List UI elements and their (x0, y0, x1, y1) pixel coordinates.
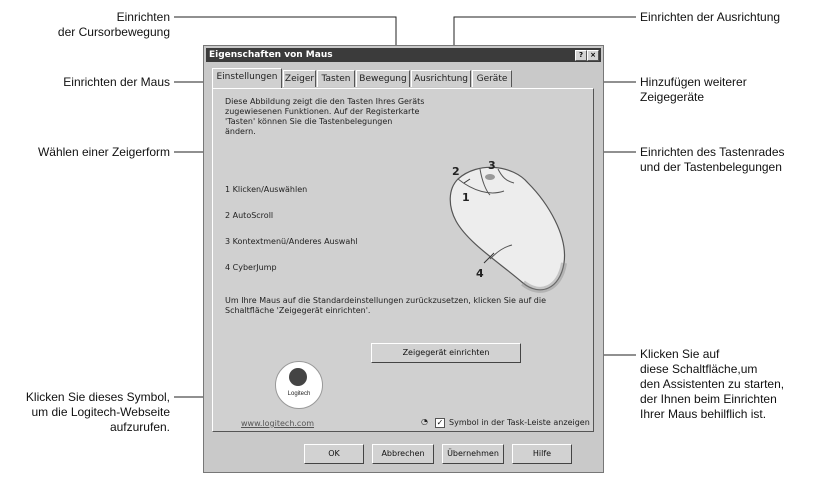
mouse-label-2: 2 (452, 165, 460, 178)
annotation-cursor: Einrichten der Cursorbewegung (57, 10, 170, 39)
help-title-button[interactable]: ? (575, 50, 587, 61)
help-button[interactable]: Hilfe (512, 444, 572, 464)
annotation-pointer: Wählen einer Zeigerform (37, 145, 170, 159)
website-link[interactable]: www.logitech.com (241, 419, 315, 428)
list-item-4: 4 CyberJump (225, 263, 277, 272)
tab-zeiger[interactable]: Zeiger (283, 70, 316, 87)
close-title-button[interactable]: × (587, 50, 599, 61)
tab-bewegung[interactable]: Bewegung (356, 70, 410, 87)
annotation-mouse: Einrichten der Maus (63, 75, 170, 89)
annotation-orientation: Einrichten der Ausrichtung (640, 10, 781, 24)
taskbar-checkbox-label: Symbol in der Task-Leiste anzeigen (449, 418, 590, 427)
logitech-logo-icon (289, 368, 307, 386)
mouse-illustration (428, 151, 578, 301)
tab-tasten[interactable]: Tasten (317, 70, 355, 87)
ok-button[interactable]: OK (304, 444, 364, 464)
settings-panel (212, 88, 594, 432)
list-item-3: 3 Kontextmenü/Anderes Auswahl (225, 237, 358, 246)
reset-instructions: Um Ihre Maus auf die Standardeinstellungen zurückzusetzen, klicken Sie auf die Schaltfläche 'Zeigegerät einrichten'. (225, 296, 547, 315)
annotation-devices: Hinzufügen weiterer Zeigegeräte (640, 75, 747, 104)
annotation-wizard: Klicken Sie auf diese Schaltfläche,um den Assistenten zu starten, der Ihnen beim Einrichten Ihrer Maus behilflich ist. (640, 347, 785, 421)
list-item-1: 1 Klicken/Auswählen (225, 185, 308, 194)
annotation-wheel: Einrichten des Tastenrades und der Tastenbelegungen (640, 145, 785, 174)
taskbar-checkbox[interactable]: ✓ (436, 418, 444, 427)
apply-button[interactable]: Übernehmen (442, 444, 504, 464)
tab-ausrichtung[interactable]: Ausrichtung (411, 70, 471, 87)
tab-geraete[interactable]: Geräte (472, 70, 512, 87)
annotation-symbol: Klicken Sie dieses Symbol, um die Logitech-Webseite aufzurufen. (25, 390, 170, 434)
setup-pointing-device-button[interactable]: Zeigegerät einrichten (371, 343, 521, 363)
mouse-label-4: 4 (476, 267, 484, 280)
cancel-button[interactable]: Abbrechen (372, 444, 434, 464)
tray-mouse-icon: ◔ (421, 417, 428, 426)
mouse-properties-dialog (203, 45, 604, 473)
title-bar (206, 48, 601, 62)
window-title: Eigenschaften von Maus (209, 50, 333, 60)
intro-text: Diese Abbildung zeigt die den Tasten Ihres Geräts zugewiesenen Funktionen. Auf der Registerkarte 'Tasten' können Sie die Tastenbelegungen ändern. (225, 97, 425, 136)
mouse-label-3: 3 (488, 159, 496, 172)
list-item-2: 2 AutoScroll (225, 211, 274, 220)
tab-einstellungen[interactable]: Einstellungen (212, 68, 282, 88)
mouse-label-1: 1 (462, 191, 470, 204)
logo-text: Logitech (287, 391, 311, 397)
logitech-logo[interactable] (275, 361, 323, 409)
